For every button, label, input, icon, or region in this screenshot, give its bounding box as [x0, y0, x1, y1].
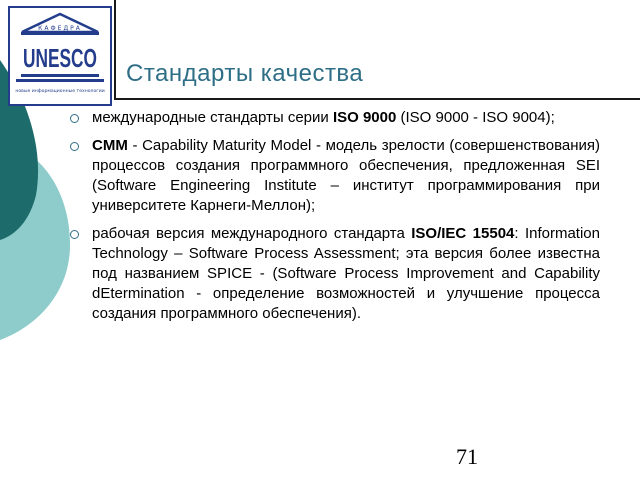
unesco-logo — [8, 6, 112, 106]
logo-top-text: КАФЕДРА — [38, 25, 82, 32]
bullet-circle-icon — [70, 114, 79, 123]
bullet-circle-icon — [70, 230, 79, 239]
header-horizontal-line — [114, 98, 640, 100]
page-number: 71 — [456, 444, 478, 469]
bullet-circle-icon — [70, 142, 79, 151]
bullet-item-cmm: CMM - Capability Maturity Model - модель зрелости (совершенствования) процессов создания программного обеспечения, предложенная SEI (Software Engineering Institute – институт программирования при университете Карнеги-Меллон); — [70, 136, 600, 216]
bullet-item-iso9000: международные стандарты серии ISO 9000 (ISO 9000 - ISO 9004); — [70, 108, 600, 128]
bullet-list — [70, 108, 600, 332]
slide-title: Стандарты качества — [126, 60, 364, 87]
logo-name: UNESCO — [23, 43, 97, 73]
header-vertical-line — [114, 0, 116, 100]
bullet-item-iso15504: рабочая версия международного стандарта ISO/IEC 15504: Information Technology – Software Process Assessment; эта версия более известна под названием SPICE - (Software Process Improvement and Capability dEtermination - определение возможностей и улучшение процесса создания программного обеспечения). — [70, 224, 600, 324]
logo-bottom-text: новые информационные технологии — [15, 89, 105, 94]
